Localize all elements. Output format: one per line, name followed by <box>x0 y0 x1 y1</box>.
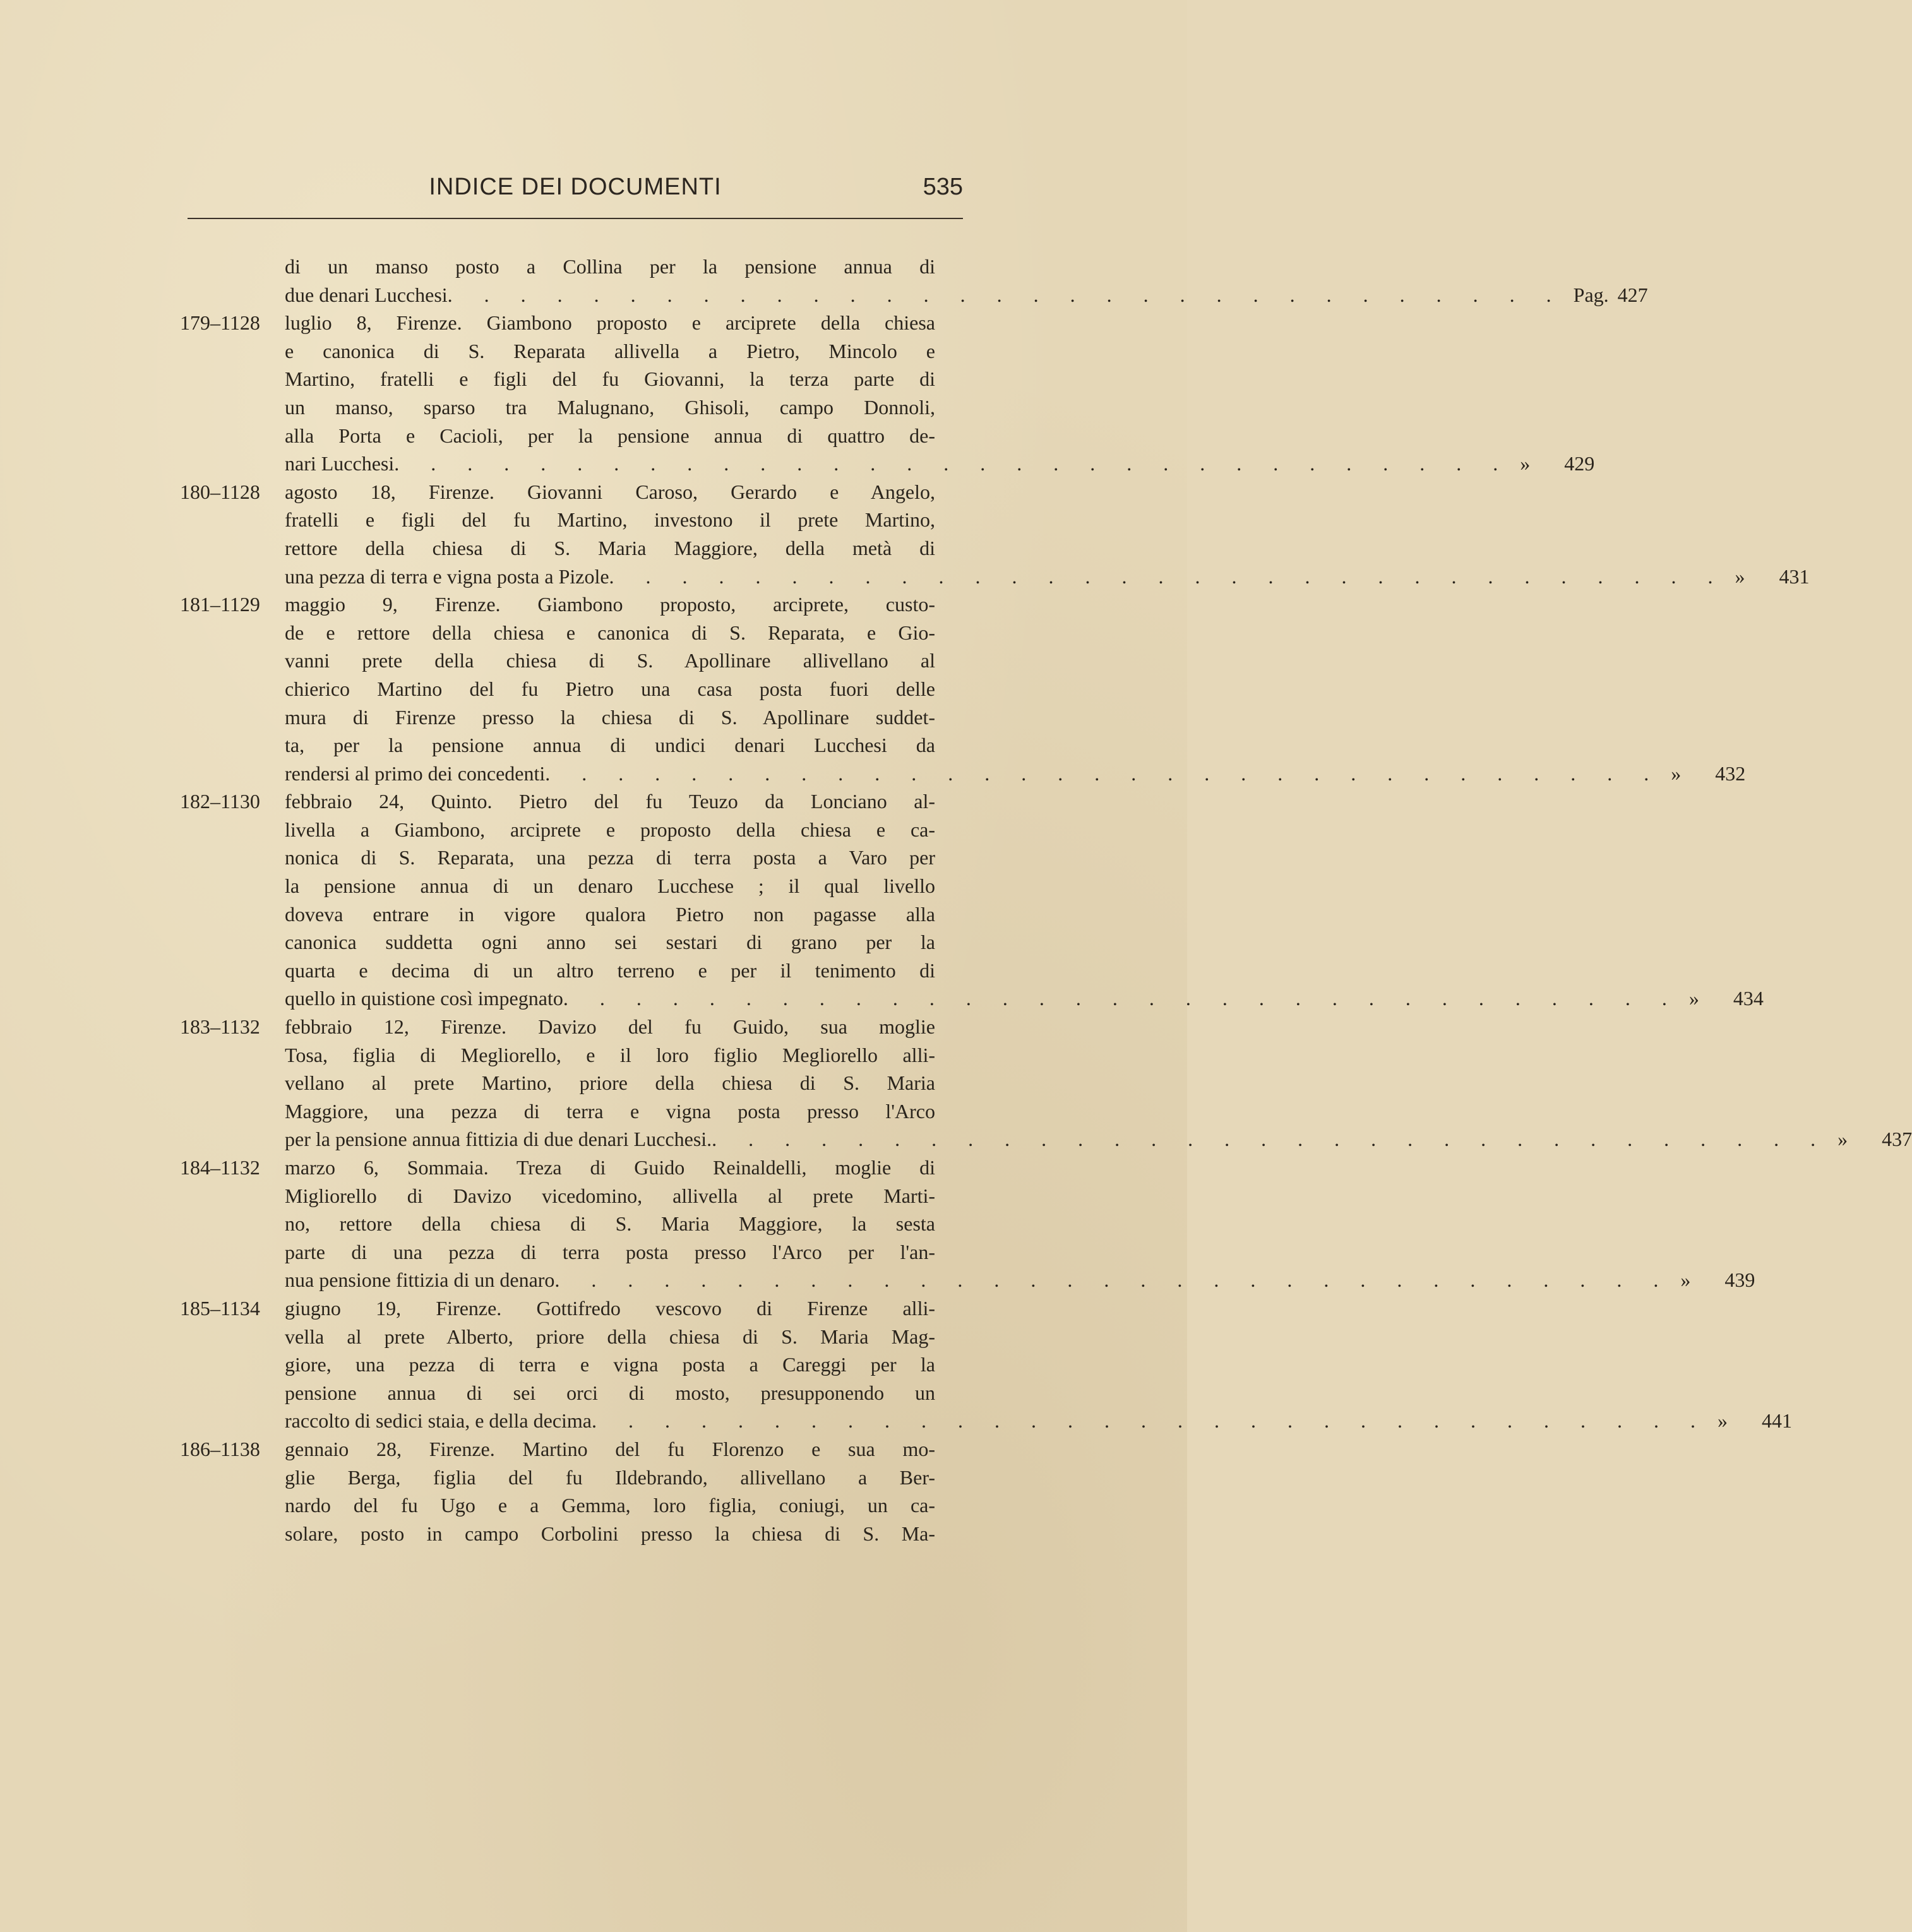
entry-text-line <box>285 253 963 281</box>
entry-text-line <box>285 534 963 563</box>
entry-text: Migliorello di Davizo vicedomino, allivella al prete Marti- <box>285 1184 935 1207</box>
entry-text-line <box>285 1210 963 1238</box>
entry-text: luglio 8, Firenze. Giambono proposto e arciprete della chiesa <box>285 311 935 335</box>
page-reference <box>1718 1407 1792 1435</box>
index-entry <box>180 1294 1792 1435</box>
entry-text: Tosa, figlia di Megliorello, e il loro figlio Megliorello alli- <box>285 1043 935 1066</box>
leader-dots: . . . . . . . . . . . . . . . . . . . . . . . . . . . . . . . <box>609 564 1726 588</box>
entry-text-line <box>285 675 963 703</box>
entry-text-line <box>285 1520 963 1548</box>
leader-dots: . . . . . . . . . . . . . . . . . . . . . . . . . . . . . . . <box>447 283 1565 306</box>
page-ref-number: 434 <box>1733 987 1764 1010</box>
page-ref-prefix: » <box>1671 761 1682 785</box>
entry-text-line <box>285 1182 963 1210</box>
index-entry <box>180 1435 963 1547</box>
entry-text: e canonica di S. Reparata allivella a Pietro, Mincolo e <box>285 339 935 362</box>
entry-text: glie Berga, figlia del fu Ildebrando, allivellano a Ber- <box>285 1465 935 1489</box>
entry-text: quello in quistione così impegnato <box>285 987 563 1010</box>
entry-text: giore, una pezza di terra e vigna posta a Careggi per la <box>285 1353 935 1376</box>
index-entry <box>180 787 1764 1013</box>
entry-text: livella a Giambono, arciprete e proposto della chiesa e ca- <box>285 818 935 841</box>
entry-text: alla Porta e Cacioli, per la pensione annua di quattro de- <box>285 424 935 447</box>
index-entry <box>180 1013 1912 1154</box>
entry-text: agosto 18, Firenze. Giovanni Caroso, Gerardo e Angelo, <box>285 480 935 503</box>
entry-text: mura di Firenze presso la chiesa di S. Apollinare suddet- <box>285 705 935 729</box>
entry-text-line <box>285 1351 963 1379</box>
entry-text-line <box>285 957 963 985</box>
entry-text-line <box>285 984 1764 1013</box>
entry-text: ta, per la pensione annua di undici denari Lucchesi da <box>285 734 935 757</box>
entry-text-line <box>285 731 963 760</box>
index-entry <box>180 478 1810 590</box>
entry-text-line <box>285 1464 963 1492</box>
entry-text-line <box>285 703 963 732</box>
entry-text: Maggiore, una pezza di terra e vigna posta presso l'Arco <box>285 1099 935 1123</box>
entry-text: no, rettore della chiesa di S. Maria Maggiore, la sesta <box>285 1212 935 1236</box>
page-ref-number: 432 <box>1715 761 1746 785</box>
entry-text: febbraio 12, Firenze. Davizo del fu Guido, sua moglie <box>285 1015 935 1039</box>
entry-text-line <box>285 1154 963 1182</box>
entry-text: la pensione annua di un denaro Lucchese ; il qual livello <box>285 874 935 898</box>
entry-number: 185–1134 <box>180 1296 260 1320</box>
entry-text-line <box>285 1491 963 1520</box>
entry-text: gennaio 28, Firenze. Martino del fu Florenzo e sua mo- <box>285 1437 935 1460</box>
entry-text-line <box>285 281 1648 309</box>
entry-text: parte di una pezza di terra posta presso l'Arco per l'an- <box>285 1240 935 1263</box>
entry-text-line <box>285 900 963 929</box>
entry-text-line <box>285 506 963 534</box>
page-ref-prefix: » <box>1520 452 1531 475</box>
entry-text-line <box>285 365 963 393</box>
entry-text-line <box>285 1013 963 1041</box>
entry-text: nardo del fu Ugo e a Gemma, loro figlia, coniugi, un ca- <box>285 1494 935 1517</box>
entry-text: solare, posto in campo Corbolini presso la chiesa di S. Ma- <box>285 1522 935 1545</box>
entry-text-line <box>285 928 963 957</box>
entry-text: rettore della chiesa di S. Maria Maggiore, della metà di <box>285 536 935 559</box>
entry-number: 181–1129 <box>180 593 260 616</box>
index-entry <box>180 253 1648 309</box>
page-ref-number: 439 <box>1724 1268 1755 1292</box>
entry-text: nari Lucchesi <box>285 452 395 475</box>
page-ref-number: 431 <box>1779 564 1810 588</box>
leader-dots: . . . . . . . . . . . . . . . . . . . . . . . . . . . . . . . <box>394 452 1512 475</box>
page-ref-prefix: Pag. <box>1573 283 1609 306</box>
entry-text-line <box>285 393 963 422</box>
entry-text: due denari Lucchesi <box>285 283 448 306</box>
entry-text-line <box>285 478 963 506</box>
page-reference <box>1735 563 1810 591</box>
entry-text: marzo 6, Sommaia. Treza di Guido Reinaldelli, moglie di <box>285 1156 935 1179</box>
entry-text-line <box>285 563 1810 591</box>
entry-text: vanni prete della chiesa di S. Apollinare allivellano al <box>285 649 935 672</box>
leader-dots: . . . . . . . . . . . . . . . . . . . . . . . . . . . . . . . <box>545 761 1663 785</box>
entry-text-line <box>285 1379 963 1407</box>
page-reference <box>1574 281 1648 309</box>
entry-text-line <box>285 844 963 872</box>
entry-text: quarta e decima di un altro terreno e per il tenimento di <box>285 958 935 982</box>
entry-text-line <box>285 787 963 816</box>
entry-number: 183–1132 <box>180 1015 260 1039</box>
index-entry <box>180 309 1595 478</box>
entry-text: pensione annua di sei orci di mosto, presupponendo un <box>285 1381 935 1404</box>
leader-dots: . . . . . . . . . . . . . . . . . . . . . . . . . . . . . . . <box>592 1409 1709 1433</box>
entry-number: 179–1128 <box>180 311 260 335</box>
leader-dots: . . . . . . . . . . . . . . . . . . . . . . . . . . . . . . . <box>563 987 1680 1010</box>
page-ref-prefix: » <box>1688 987 1699 1010</box>
header-rule <box>188 218 963 219</box>
entry-text: nonica di S. Reparata, una pezza di terra posta a Varo per <box>285 846 935 869</box>
entry-text-line <box>285 1125 1912 1154</box>
page-ref-prefix: » <box>1680 1268 1691 1292</box>
leader-dots: . . . . . . . . . . . . . . . . . . . . . . . . . . . . . . . <box>554 1268 1672 1292</box>
entry-text-line <box>285 590 963 619</box>
entry-text: di un manso posto a Collina per la pensione annua di <box>285 255 935 278</box>
entry-text: nua pensione fittizia di un denaro <box>285 1268 555 1292</box>
entry-text-line <box>285 1435 963 1464</box>
entry-text-line <box>285 872 963 900</box>
index-entry <box>180 590 1746 787</box>
entry-text-line <box>285 1238 963 1267</box>
entry-text: una pezza di terra e vigna posta a Pizole <box>285 564 609 588</box>
entry-text: Martino, fratelli e figli del fu Giovanni, la terza parte di <box>285 367 935 391</box>
entry-text-line <box>285 337 963 366</box>
document-index <box>180 253 1912 1547</box>
page-reference <box>1520 450 1594 478</box>
entry-number: 184–1132 <box>180 1156 260 1179</box>
entry-text: raccolto di sedici staia, e della decima <box>285 1409 592 1433</box>
page-ref-prefix: » <box>1718 1409 1728 1433</box>
entry-text: maggio 9, Firenze. Giambono proposto, arciprete, custo- <box>285 593 935 616</box>
page-ref-number: 427 <box>1617 283 1648 306</box>
entry-text-line <box>285 619 963 647</box>
entry-text: per la pensione annua fittizia di due denari Lucchesi. <box>285 1128 712 1151</box>
entry-text-line <box>285 1069 963 1097</box>
entry-text: giugno 19, Firenze. Gottifredo vescovo di Firenze alli- <box>285 1296 935 1320</box>
entry-text-line <box>285 816 963 844</box>
page-number: 535 <box>923 174 963 200</box>
entry-text-line <box>285 1266 1755 1294</box>
entry-text-line <box>285 309 963 337</box>
entry-text: febbraio 24, Quinto. Pietro del fu Teuzo da Lonciano al- <box>285 790 935 813</box>
header-title: INDICE DEI DOCUMENTI <box>429 174 722 200</box>
page-reference <box>1837 1125 1912 1154</box>
entry-number: 180–1128 <box>180 480 260 503</box>
entry-text: vella al prete Alberto, priore della chiesa di S. Maria Mag- <box>285 1325 935 1348</box>
page-ref-prefix: » <box>1837 1128 1848 1151</box>
running-header <box>188 174 963 212</box>
page-reference <box>1671 760 1745 788</box>
entry-text: fratelli e figli del fu Martino, investono il prete Martino, <box>285 508 935 532</box>
entry-text-line <box>285 1407 1792 1435</box>
entry-text-line <box>285 1323 963 1351</box>
page-ref-number: 437 <box>1882 1128 1912 1151</box>
entry-text-line <box>285 422 963 450</box>
entry-text-line <box>285 647 963 675</box>
leader-dots: . . . . . . . . . . . . . . . . . . . . . . . . . . . . . . . <box>712 1128 1829 1151</box>
page-ref-number: 429 <box>1564 452 1595 475</box>
entry-text: rendersi al primo dei concedenti <box>285 761 546 785</box>
entry-number: 182–1130 <box>180 790 260 813</box>
entry-text: chierico Martino del fu Pietro una casa posta fuori delle <box>285 677 935 700</box>
entry-text-line <box>285 1041 963 1070</box>
entry-text: canonica suddetta ogni anno sei sestari di grano per la <box>285 931 935 954</box>
entry-text-line <box>285 1294 963 1323</box>
entry-text: de e rettore della chiesa e canonica di S. Reparata, e Gio- <box>285 621 935 644</box>
entry-text: un manso, sparso tra Malugnano, Ghisoli, campo Donnoli, <box>285 395 935 419</box>
entry-text: vellano al prete Martino, priore della chiesa di S. Maria <box>285 1071 935 1095</box>
entry-text-line <box>285 1097 963 1126</box>
page-ref-number: 441 <box>1762 1409 1792 1433</box>
page-ref-prefix: » <box>1735 564 1745 588</box>
page-reference <box>1680 1266 1755 1294</box>
entry-text-line <box>285 760 1746 788</box>
index-entry <box>180 1154 1755 1294</box>
entry-number: 186–1138 <box>180 1437 260 1460</box>
page-reference <box>1689 984 1764 1013</box>
entry-text-line <box>285 450 1595 478</box>
entry-text: doveva entrare in vigore qualora Pietro non pagasse alla <box>285 902 935 926</box>
